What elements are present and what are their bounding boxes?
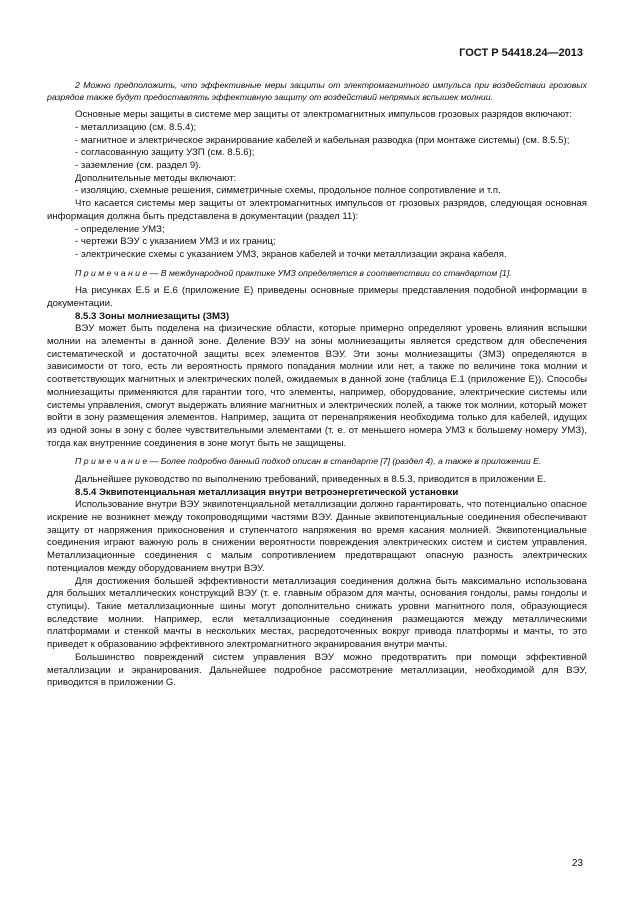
paragraph-control-systems: Большинство повреждений систем управления ВЭУ можно предотвратить при помощи эффективной металлизации и экранирования. Дальнейшее подробное рассмотрение металлизации, необходимой для ВЭУ, приводится в приложении G.	[47, 651, 587, 689]
list-item: - заземление (см. раздел 9).	[75, 160, 202, 171]
paragraph-guidance: Дальнейшее руководство по выполнению требований, приведенных в 8.5.3, приводится в приложении Е.	[75, 473, 547, 485]
list-main-measures	[47, 122, 587, 173]
note-zones: П р и м е ч а н и е — Более подробно данный подход описан в стандарте [7] (раздел 4), а также в приложении Е.	[75, 456, 542, 467]
paragraph-additional-methods: Дополнительные методы включают:	[75, 172, 237, 184]
list-item: - определение УМЗ;	[75, 223, 165, 235]
list-additional-methods	[47, 185, 587, 198]
note-2: 2 Можно предположить, что эффективные меры защиты от электромагнитного импульса при воздействии грозовых разрядов также будут предоставлять эффективную защиту от воздействий непрямых вспышек молнии.	[47, 80, 587, 102]
list-item: - металлизацию (см. 8.5.4);	[75, 121, 197, 133]
paragraph-equipotential: Использование внутри ВЭУ эквипотенциальной металлизации должно гарантировать, что потенциально опасное искрение не возникнет между токопроводящими частями ВЭУ. Данные эквипотенциальные соединения обеспечивают защиту от напряжения прикосновения и ступенчатого напряжения во время касания молнией. Эквипотенциальные соединения играют важную роль в снижении вероятности повреждения электрических систем и систем управления. Металлизационные соединения с малым сопротивлением предотвращают опасную разность электрических потенциалов между оборудованием внутри ВЭУ.	[47, 499, 587, 574]
paragraph-zones: ВЭУ может быть поделена на физические области, которые примерно определяют уровень влияния вспышки молнии на элементы в данной зоне. Деление ВЭУ на зоны молниезащиты является средством для обеспечения систематической и достаточной защиты всех элементов ВЭУ. Эти зоны молниезащиты (ЗМЗ) определяются в зависимости от того, есть ли вероятность прямого попадания молнии или нет, а также по величине тока молнии и соответствующих магнитных и электрических полей, ожидаемых в данной зоне (таблица Е.1 (приложение Е)). Способы молниезащиты применяются для гарантии того, что элементы, например, оборудование, электрические системы или системы управления, смогут выдержать влияние магнитных и электрических полей, а также ток молнии, который может войти в зону размещения элементов. Например, защита от перенапряжения необходима только для кабелей, идущих из одной зоны в зону с более чувствительными элементами (т. е. от меньшего номера УМЗ к большему номеру УМЗ), тогда как внутренние соединения в зоне могут быть не защищены.	[47, 323, 587, 449]
paragraph-protection-measures: Основные меры защиты в системе мер защиты от электромагнитных импульсов грозовых разрядов включают:	[75, 109, 572, 121]
page-number: 23	[571, 858, 583, 869]
list-item: - изоляцию, схемные решения, симметричные схемы, продольное полное сопротивление и т.п.	[75, 185, 501, 197]
section-heading-8-5-4: 8.5.4 Эквипотенциальная металлизация внутри ветроэнергетической установки	[75, 486, 459, 498]
paragraph-metallization: Для достижения большей эффективности металлизация соединения должна быть максимально использована для больших металлических конструкций ВЭУ (т. е. главным образом для мачты, основания гондолы, рамы гондолы и ступицы). Такие металлизационные шины могут дополнительно снижать уровни магнитного поля, образующиеся вследствие молнии. Например, если металлизационные соединения размещаются между металлическими платформами и стенкой мачты в нескольких местах, расредоточенных вокруг привода платформы и мачты, то это приведет к образованию эффективного электромагнитного экранирования внутри мачты.	[47, 575, 587, 651]
note-umz: П р и м е ч а н и е — В международной практике УМЗ определяется в соответствии со стандартом [1].	[75, 267, 512, 278]
page-body	[47, 80, 587, 690]
standard-header: ГОСТ Р 54418.24—2013	[459, 47, 583, 59]
list-documentation	[47, 224, 587, 262]
section-heading-8-5-3: 8.5.3 Зоны молниезащиты (ЗМЗ)	[75, 310, 230, 322]
list-item: - согласованную защиту УЗП (см. 8.5.6);	[75, 147, 255, 159]
paragraph-documentation: Что касается системы мер защиты от электромагнитных импульсов от грозовых разрядов, следующая основная информация должна быть представлена в документации (раздел 11):	[47, 198, 587, 222]
list-item: - магнитное и электрическое экранирование кабелей и кабельная разводка (при монтаже системы) (см. 8.5.5);	[75, 134, 570, 146]
list-item: - чертежи ВЭУ с указанием УМЗ и их границ;	[75, 236, 276, 248]
list-item: - электрические схемы с указанием УМЗ, экранов кабелей и точки металлизации экрана кабеля.	[75, 248, 507, 260]
paragraph-figures: На рисунках Е.5 и Е.6 (приложение Е) приведены основные примеры представления подобной информации в документации.	[47, 285, 587, 309]
